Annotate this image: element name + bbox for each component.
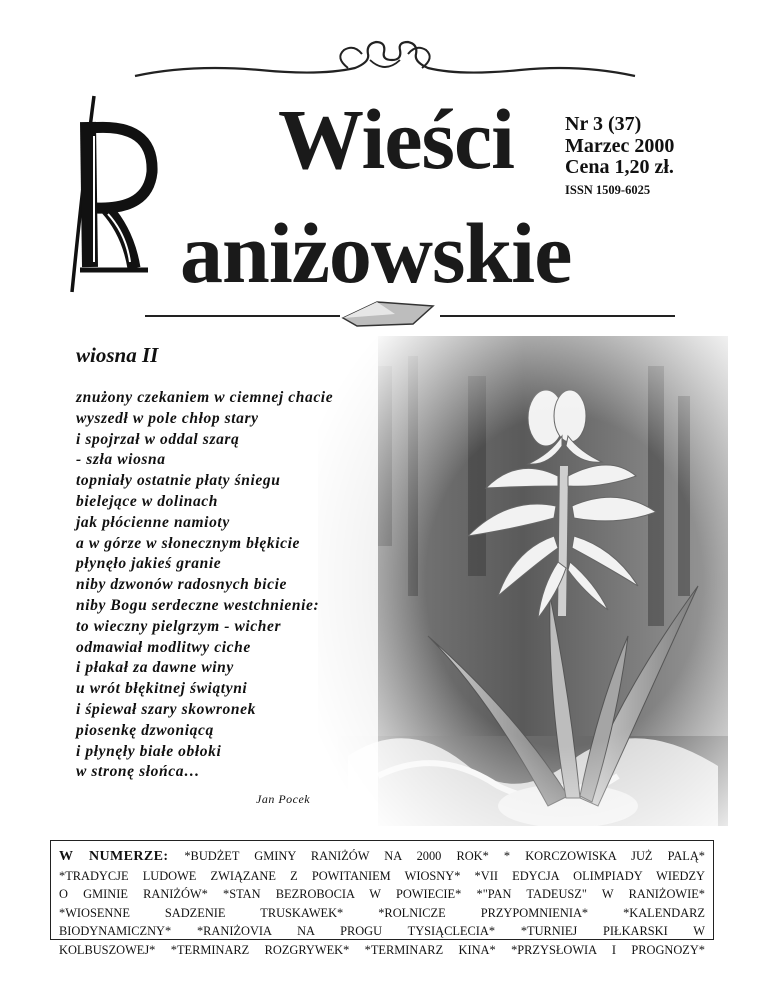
poem-line: w stronę słońca…	[76, 763, 201, 781]
poem-line: - szła wiosna	[76, 451, 166, 469]
hyacinth-photo	[318, 336, 728, 826]
poem-author: Jan Pocek	[256, 792, 311, 806]
contents-line	[59, 867, 705, 886]
issue-date: Marzec 2000	[565, 134, 675, 157]
issue-price: Cena 1,20 zł.	[565, 156, 674, 179]
ornament-flourish	[130, 28, 640, 90]
contents-line-text: O GMINIE RANIŻÓW* *STAN BEZROBOCIA W POWIECIE* *"PAN TADEUSZ" W RANIŻOWIE*	[59, 887, 705, 902]
poem-body	[76, 388, 333, 783]
poem-line: wyszedł w pole chłop stary	[76, 409, 259, 427]
issn: ISSN 1509-6025	[565, 182, 651, 197]
poem-line: to wieczny pielgrzym - wicher	[76, 617, 282, 635]
poem-title: wiosna II	[76, 343, 159, 367]
svg-text:R: R	[112, 296, 113, 297]
contents-line-text: *TRADYCJE LUDOWE ZWIĄZANE Z POWITANIEM WIOSNY* *VII EDYCJA OLIMPIADY WIEDZY	[59, 868, 705, 883]
poem-line: i płakał za dawne winy	[76, 659, 234, 677]
poem-line: odmawiał modlitwy ciche	[76, 638, 251, 656]
contents-line	[59, 885, 705, 904]
poem-line: znużony czekaniem w ciemnej chacie	[76, 389, 334, 406]
poem-line: niby Bogu serdeczne westchnienie:	[76, 596, 320, 614]
poem-line: i śpiewał szary skowronek	[76, 700, 256, 718]
poem-line: płynęło jakieś granie	[76, 555, 222, 573]
contents-line	[59, 922, 705, 941]
contents-line-text: BIODYNAMICZNY* *RANIŻOVIA NA PROGU TYSIĄCLECIA* *TURNIEJ PIŁKARSKI W	[59, 924, 705, 939]
issue-info	[565, 114, 674, 197]
issue-number: Nr 3 (37)	[565, 113, 642, 135]
contents-label: W NUMERZE:	[59, 849, 185, 864]
issue-contents-box	[50, 840, 714, 957]
contents-line	[59, 847, 705, 867]
contents-line	[59, 941, 705, 960]
masthead-title-line1: Wieści	[278, 91, 515, 187]
poem-line: piosenkę dzwoniącą	[76, 721, 214, 739]
poem-line: jak płócienne namioty	[76, 513, 230, 531]
poem-line: topniały ostatnie płaty śniegu	[76, 472, 281, 490]
contents-line	[59, 904, 705, 923]
contents-line-text: *WIOSENNE SADZENIE TRUSKAWEK* *ROLNICZE PRZYPOMNIENIA* *KALENDARZ	[59, 905, 705, 920]
poem-line: i spojrzał w oddal szarą	[76, 430, 240, 448]
masthead-title-line2: aniżowskie	[180, 205, 572, 301]
poem-line: bielejące w dolinach	[76, 492, 219, 510]
contents-line-text: KOLBUSZOWEJ* *TERMINARZ ROZGRYWEK* *TERMINARZ KINA* *PRZYSŁOWIA I PROGNOZY*	[59, 942, 705, 957]
poem-line: i płynęły białe obłoki	[76, 742, 222, 760]
poem-line: a w górze w słonecznym błękicie	[76, 534, 300, 552]
contents-line-text: *BUDŻET GMINY RANIŻÓW NA 2000 ROK* * KORCZOWISKA JUŻ PALĄ*	[184, 849, 705, 863]
masthead-initial-r	[50, 92, 180, 304]
masthead-divider	[145, 300, 675, 330]
poem-line: niby dzwonów radosnych bicie	[76, 576, 287, 594]
poem-line: u wrót błękitnej świątyni	[76, 680, 248, 698]
